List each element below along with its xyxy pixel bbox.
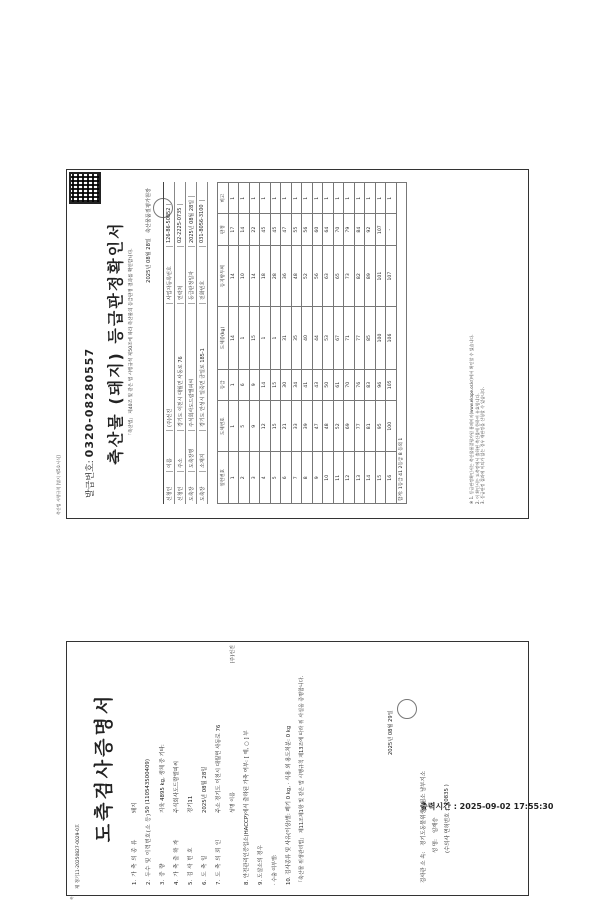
table-cell: 1 [354,183,365,214]
table-cell: 9 [249,369,260,400]
table-cell: 14 [260,369,271,400]
table-cell: 1 [312,183,323,214]
table-cell: 14 [365,452,376,504]
table-cell: 1 [260,183,271,214]
legal-note: 「축산물 위생관리법」 제11조제1항 및 같은 법 시행규칙 제13조에 따라 위 사실을 증명합니다. [299,675,305,885]
qr-code-icon [69,172,101,204]
table-cell: 5 [270,452,281,504]
table-cell: 53 [323,307,334,369]
table-cell: 14 [228,245,239,307]
table-cell: 47 [281,214,292,245]
table-row [386,183,397,504]
table-row [239,183,250,504]
table-cell: 1 [228,369,239,400]
table-cell: 95 [375,401,386,453]
table-row [375,183,386,504]
table-cell: 48 [291,245,302,307]
haccp-row: 8. 안전관리인증업소(HACCP)에서 출하된 가축 여부: [ 예, ○ ] 부 [244,730,250,885]
info-row: 도축장 도축장명 주식회사도드람엘피씨 등급판정일자 2025년 08월 28일 [186,182,197,504]
table-cell: 65 [333,245,344,307]
field-row: 3. 중 량 지육 4895 kg, 생체 중 기타: [160,744,166,885]
grading-cert-body [66,169,529,519]
table-cell: 1 [228,452,239,504]
table-cell: 83 [365,369,376,400]
table-row [249,183,260,504]
table-cell: 10 [323,452,334,504]
table-header-cell: 판정 [218,214,229,245]
slaughter-cert-date: 2025년 08월 29일 [388,710,394,755]
table-cell: 73 [344,245,355,307]
table-cell: 70 [333,214,344,245]
table-cell: 22 [249,214,260,245]
table-cell: 1 [270,307,281,369]
table-cell: 14 [239,214,250,245]
table-row [270,183,281,504]
grading-result-table [217,182,407,504]
table-header-cell: 비고 [218,183,229,214]
table-cell: 7 [291,452,302,504]
field-row: 6. 도 축 일 2025년 08월 28일 [202,766,208,885]
table-header-row [218,183,229,504]
table-cell: 41 [302,369,313,400]
slaughter-cert-fields [127,645,306,885]
table-cell: 15 [375,452,386,504]
note-line: 2. 이 확인서는 도축장에서 출하된 축산물에 한하여 유효합니다. [474,393,480,504]
table-cell: 55 [291,214,302,245]
table-cell: 1 [249,183,260,214]
table-cell: 52 [333,401,344,453]
table-cell: 4 [260,452,271,504]
table-cell: 85 [365,307,376,369]
table-cell: 106 [386,307,397,369]
table-cell: 79 [344,214,355,245]
table-cell: 39 [302,401,313,453]
table-cell: 1 [239,183,250,214]
table-header-cell: 도체번호 [218,401,229,453]
table-cell: 63 [323,245,334,307]
table-header-cell: 일련번호 [218,452,229,504]
table-cell: 12 [344,452,355,504]
table-cell: 30 [281,369,292,400]
inspector-org-row: 검사관 소 속: 경기도동물위생시험소 남부지소 [421,771,427,883]
table-cell: 12 [260,401,271,453]
table-row [260,183,271,504]
slaughter-cert-number: 제 경기11-20250827-0029-0호 [76,823,81,889]
table-cell: 96 [375,369,386,400]
table-cell: 60 [312,214,323,245]
info-row: 도축장 소재지 경기도 안성시 일죽면 금일로 185-1 전화번호 031-8056-3100 [197,182,208,504]
table-cell: 105 [386,369,397,400]
grading-cert-header: 축산법 시행규칙 [별지 제5호서식] [56,455,61,515]
table-cell: 81 [365,401,376,453]
slaughter-status-row: 9. 도살소의 경우 [258,845,264,885]
table-cell: 45 [270,214,281,245]
table-cell: 82 [354,245,365,307]
table-cell: 76 [354,369,365,400]
table-cell: 14 [249,245,260,307]
table-cell: 107 [375,214,386,245]
grading-result-body [228,183,396,504]
table-row [365,183,376,504]
table-cell: 2 [239,452,250,504]
inspector-name-row: 성 명: 임재승 [433,817,439,853]
field-row: 4. 가 축 출 하 자 주식회사도드람엘피씨 [174,760,180,885]
table-row [354,183,365,504]
table-header-cell: 도체중(kg) [218,307,229,369]
table-cell: 6 [281,452,292,504]
table-cell: 1 [333,183,344,214]
totals-cell: 합계: 1등급 41 2등급 8 등외 1 [396,183,407,504]
table-row [312,183,323,504]
table-row [302,183,313,504]
field-row: 7. 도 축 의 뢰 인 주소 경기도 이천시 대월면 사동로 76 [216,724,222,885]
info-row: 신청인 주소 경기도 이천시 대월면 사동로 76 연락처 02-2225-0735 [175,182,186,504]
table-cell: 21 [281,401,292,453]
table-cell: 36 [281,245,292,307]
table-cell: 64 [323,214,334,245]
slaughter-cert-body [66,641,529,896]
note-line: 3. 등급판정 결과에 이의가 있는 경우 재판정을 신청할 수 있습니다. [480,387,486,504]
table-cell: 1 [375,183,386,214]
table-row [333,183,344,504]
table-row [228,183,239,504]
table-cell: 9 [312,452,323,504]
table-cell: 61 [333,369,344,400]
table-cell: 15 [270,369,281,400]
grading-cert-title: 축산물 (돼지) 등급판정확인서 [106,221,125,465]
table-cell: 45 [260,214,271,245]
table-header-cell: 등지방두께 [218,245,229,307]
table-cell: 1 [281,183,292,214]
grading-cert-issuer: 2025년 08월 28일 축산물품질평가원장 [146,188,152,283]
table-cell: 40 [302,307,313,369]
table-cell: 1 [365,183,376,214]
inspector-license-row: (수의사 면허번호 : 20835 ) [444,784,451,853]
table-cell: 1 [228,183,239,214]
table-cell: 33 [291,401,302,453]
table-cell: - [386,214,397,245]
table-cell: 77 [354,307,365,369]
info-row: 신청인 이름 (주)선진 사업자등록번호 126-86-50852 [164,182,175,504]
table-cell: 69 [344,401,355,453]
table-cell: 13 [354,452,365,504]
table-cell: 100 [386,401,397,453]
table-cell: 77 [354,401,365,453]
grading-notes [469,182,486,504]
grading-cert-intro: 「축산법」 제40조 및 같은 법 시행규칙 제50조에 따라 축산물의 등급판정 결과를 확인합니다. [129,248,134,438]
inspector-block [417,643,453,883]
table-cell: 1 [270,183,281,214]
table-totals-row [396,183,407,504]
table-cell: 1 [239,307,250,369]
carcass-row: · 수출 여부별: [271,854,278,885]
table-cell: 101 [375,245,386,307]
table-cell: 48 [323,401,334,453]
table-cell: 70 [344,369,355,400]
table-cell: 44 [312,307,323,369]
table-header-cell: 등급 [218,369,229,400]
table-cell: 15 [270,401,281,453]
table-cell: 92 [365,214,376,245]
table-cell: 6 [239,369,250,400]
field-row: 5. 검 사 번 호 경기11 [188,795,194,885]
table-cell: 8 [302,452,313,504]
table-cell: 67 [333,307,344,369]
table-cell: 43 [312,369,323,400]
slaughter-cert-title: 도축검사증명서 [93,692,115,843]
table-row [291,183,302,504]
table-cell: 52 [302,245,313,307]
table-cell: 15 [249,307,260,369]
grading-certificate-sheet [56,169,529,519]
table-cell: 10 [239,245,250,307]
table-cell: 107 [386,245,397,307]
table-cell: 17 [228,214,239,245]
table-cell: 89 [365,245,376,307]
table-cell: 9 [249,401,260,453]
table-cell: 1 [323,183,334,214]
field-row: 2. 두수 및 이력번호(소 등) 50 (110543500409) [145,759,152,885]
table-cell: 16 [386,452,397,504]
official-seal-icon [397,699,417,719]
grading-info-table [163,182,208,504]
field-row-name: 성명 이름 (주)선진 [229,645,236,813]
table-cell: 18 [260,245,271,307]
table-cell: 11 [333,452,344,504]
table-cell: 1 [344,183,355,214]
table-row [344,183,355,504]
table-cell: 35 [291,307,302,369]
table-cell: 34 [291,369,302,400]
table-cell: 1 [260,307,271,369]
table-cell: 1 [386,183,397,214]
table-cell: 28 [270,245,281,307]
table-cell: 31 [281,307,292,369]
table-cell: 50 [323,369,334,400]
table-cell: 100 [375,307,386,369]
print-timestamp: 출력시간 : 2025-09-02 17:55:30 [420,802,554,811]
table-row [281,183,292,504]
table-cell: 84 [354,214,365,245]
table-cell: 1 [291,183,302,214]
note-line: ※ 1. 등급판정확인서는 축산물품질평가원 홈페이지(www.ekape.or.kr)에서 확인할 수 있습니다. [469,334,474,504]
result-row: 10. 검사종류 및 사유(이상)별: 폐기 0 kg, · 식용 외 용도처분: 0 kg [286,725,292,885]
grading-certificate [56,56,529,515]
table-cell: 47 [312,401,323,453]
table-cell: 5 [239,401,250,453]
slaughter-certificate-sheet [66,629,529,896]
table-cell: 56 [302,214,313,245]
grading-cert-number: 발급번호: 0320-08280557 [83,347,96,498]
table-cell: 1 [228,401,239,453]
field-row: 1. 가 축 의 종 류 돼지 [132,802,138,885]
table-cell: 71 [344,307,355,369]
table-cell: 56 [312,245,323,307]
table-row [323,183,334,504]
table-cell: 3 [249,452,260,504]
table-cell: 1 [302,183,313,214]
table-cell: 14 [228,307,239,369]
